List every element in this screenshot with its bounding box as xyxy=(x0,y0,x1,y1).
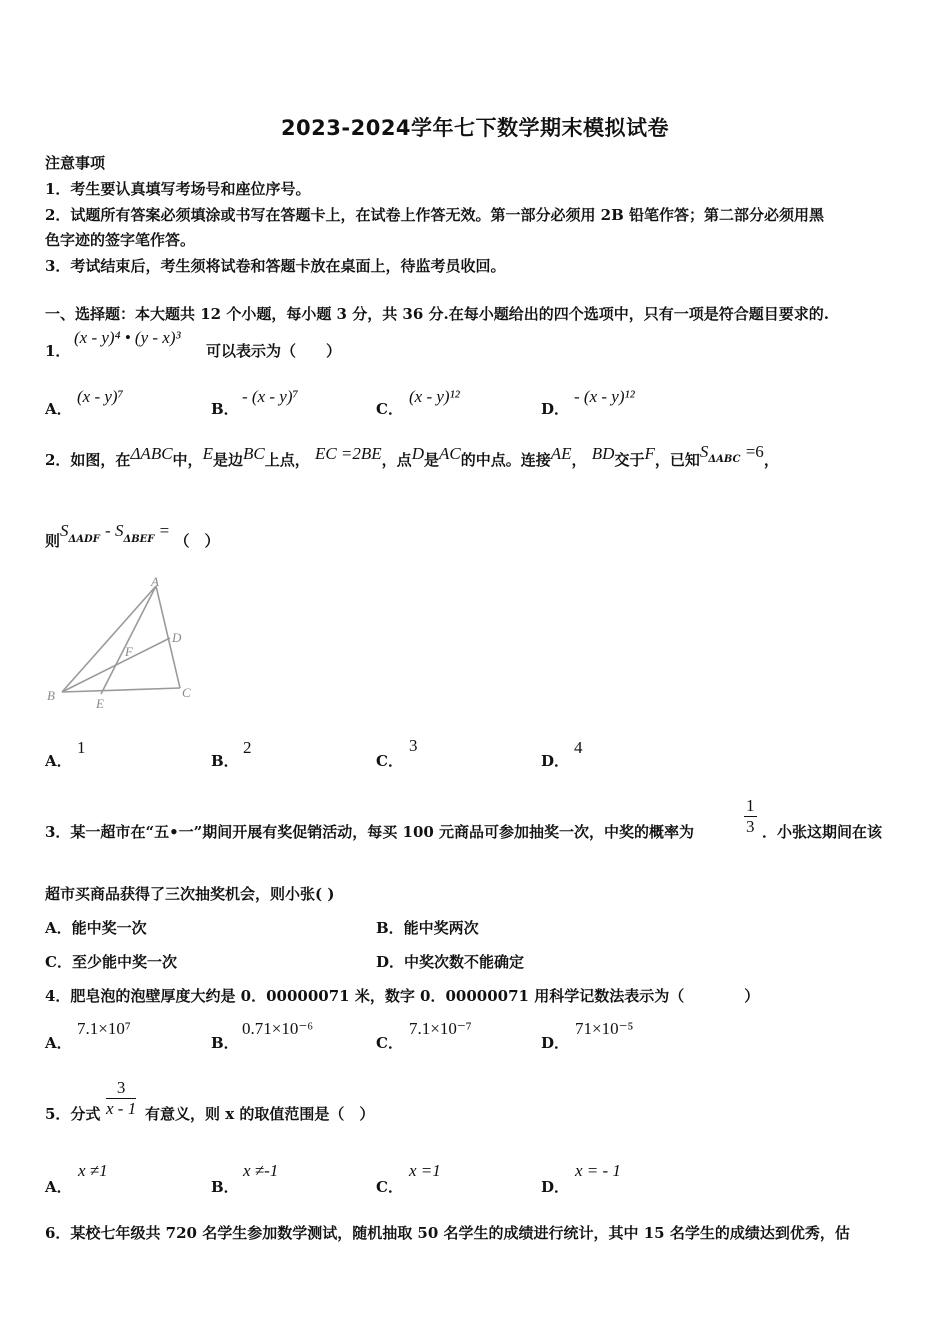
notice-item-1: 1．考生要认真填写考场号和座位序号。 xyxy=(45,180,311,198)
q2-triangle-figure xyxy=(42,572,202,712)
q2-segment-bc: BC xyxy=(242,444,265,463)
q6-text: 6．某校七年级共 720 名学生参加数学测试，随机抽取 50 名学生的成绩进行统计，其中 15 名学生的成绩达到优秀，估 xyxy=(45,1224,850,1242)
label-d: D xyxy=(172,630,182,645)
q2-point-f: F xyxy=(644,444,655,463)
q1-option-d-value: - (x - y)¹² xyxy=(574,387,635,406)
q2-line2-tail: （ ） xyxy=(174,532,220,550)
q2-text-d: 上点， xyxy=(264,451,310,469)
q2-text-c: 是边 xyxy=(212,451,243,469)
q2-text-b: 中， xyxy=(172,451,203,469)
q5-option-a-value: x ≠1 xyxy=(78,1161,108,1180)
q3-option-a: A．能中奖一次 xyxy=(45,919,147,937)
q5-option-c-value: x =1 xyxy=(409,1161,441,1180)
q4-option-d-label: D． xyxy=(541,1034,570,1052)
section-heading: 一、选择题：本大题共 12 个小题，每小题 3 分，共 36 分.在每小题给出的四个选项中，只有一项是符合题目要求的. xyxy=(45,305,829,323)
q3-probability-fraction xyxy=(744,796,757,837)
q2-line-2 xyxy=(45,521,220,551)
q2-option-d-value: 4 xyxy=(574,738,583,757)
q2-area-value: =6 xyxy=(745,442,764,461)
q5-option-d-value: x = - 1 xyxy=(575,1161,621,1180)
q2-text-a: 2．如图，在 xyxy=(45,451,131,469)
q2-point-d: D xyxy=(411,444,424,463)
q5-option-c-label: C． xyxy=(376,1178,403,1196)
q2-text-e: ，点 xyxy=(381,451,412,469)
q5-option-b-value: x ≠-1 xyxy=(243,1161,279,1180)
q4-option-c-label: C． xyxy=(376,1034,403,1052)
q2-option-c-value: 3 xyxy=(409,736,418,755)
q2-area-sub: ΔABC xyxy=(708,454,741,465)
edge-bc xyxy=(62,688,180,692)
q3-frac-den: 3 xyxy=(746,817,755,836)
q2-equals: = xyxy=(159,521,170,540)
q2-text-g: 的中点。连接 xyxy=(460,451,551,469)
q2-triangle-abc: ΔABC xyxy=(130,444,173,463)
q2-s-bef: - S xyxy=(105,521,124,540)
q2-line-1 xyxy=(45,442,779,470)
q2-option-c-label: C． xyxy=(376,752,403,770)
q4-option-a-label: A． xyxy=(45,1034,72,1052)
q1-option-a-value: (x - y)⁷ xyxy=(77,387,124,406)
label-b: B xyxy=(47,688,55,703)
q2-text-j: ，已知 xyxy=(654,451,700,469)
q2-area-symbol: S xyxy=(699,442,709,461)
notice-item-2-cont: 色字迹的签字笔作答。 xyxy=(45,231,196,249)
q5-frac-num: 3 xyxy=(106,1078,136,1099)
q3-option-b: B．能中奖两次 xyxy=(376,919,479,937)
q2-line2-pre: 则 xyxy=(45,532,61,550)
q2-ec-eq: EC =2BE xyxy=(314,444,382,463)
q5-option-a-label: A． xyxy=(45,1178,72,1196)
q3-text-1-tail: ．小张这期间在该 xyxy=(762,823,883,841)
q1-option-c-value: (x - y)¹² xyxy=(409,387,460,406)
q4-option-b-value: 0.71×10⁻⁶ xyxy=(242,1019,314,1038)
q2-s-bef-sub: ΔBEF xyxy=(123,534,155,545)
q1-option-a-label: A． xyxy=(45,400,72,418)
q2-option-b-label: B． xyxy=(211,752,239,770)
q4-option-c-value: 7.1×10⁻⁷ xyxy=(409,1019,472,1038)
q4-option-b-label: B． xyxy=(211,1034,239,1052)
segment-bd xyxy=(62,638,170,692)
q1-expression: (x - y)⁴ • (y - x)³ xyxy=(74,328,181,347)
label-f: F xyxy=(125,644,133,659)
q2-option-b-value: 2 xyxy=(243,738,252,757)
notice-heading: 注意事项 xyxy=(45,154,106,172)
q2-option-d-label: D． xyxy=(541,752,570,770)
q2-segment-bd: BD xyxy=(591,444,615,463)
edge-ba xyxy=(62,586,156,692)
q1-option-b-value: - (x - y)⁷ xyxy=(242,387,299,406)
q2-segment-ac: AC xyxy=(438,444,461,463)
q4-text: 4．肥皂泡的泡壁厚度大约是 0．00000071 米，数字 0．00000071 用科学记数法表示为（ ） xyxy=(45,987,760,1005)
q2-option-a-value: 1 xyxy=(77,738,86,757)
q5-tail: 有意义，则 x 的取值范围是（ ） xyxy=(145,1105,375,1123)
q3-frac-num: 1 xyxy=(746,796,755,815)
segment-ae xyxy=(101,586,156,694)
q3-option-c: C．至少能中奖一次 xyxy=(45,953,177,971)
q5-option-b-label: B． xyxy=(211,1178,239,1196)
q2-point-e: E xyxy=(202,444,213,463)
q3-text-2: 超市买商品获得了三次抽奖机会，则小张( ) xyxy=(45,885,335,903)
page-title: 2023-2024学年七下数学期末模拟试卷 xyxy=(280,116,670,140)
q1-question-tail: 可以表示为（ ） xyxy=(206,342,342,360)
label-e: E xyxy=(96,696,104,711)
q5-frac-den: x - 1 xyxy=(106,1099,137,1118)
q2-text-i: 交于 xyxy=(614,451,645,469)
q2-s-adf: S xyxy=(60,521,69,540)
q2-text-h: ， xyxy=(571,451,587,469)
label-a: A xyxy=(151,574,159,589)
q3-text-1: 3．某一超市在“五•一”期间开展有奖促销活动，每买 100 元商品可参加抽奖一次，中奖的概率为 xyxy=(45,823,695,841)
q5-pre: 5．分式 xyxy=(45,1105,101,1123)
q1-option-c-label: C． xyxy=(376,400,403,418)
notice-item-2: 2．试题所有答案必须填涂或书写在答题卡上，在试卷上作答无效。第一部分必须用 2B 铅笔作答；第二部分必须用黑 xyxy=(45,206,825,224)
q5-fraction xyxy=(106,1078,136,1119)
q3-option-d: D．中奖次数不能确定 xyxy=(376,953,525,971)
q2-text-k: ， xyxy=(763,451,779,469)
q2-option-a-label: A． xyxy=(45,752,72,770)
label-c: C xyxy=(182,685,191,700)
q1-number: 1． xyxy=(45,342,71,360)
q4-option-a-value: 7.1×10⁷ xyxy=(77,1019,131,1038)
q4-option-d-value: 71×10⁻⁵ xyxy=(575,1019,634,1038)
notice-item-3: 3．考试结束后，考生须将试卷和答题卡放在桌面上，待监考员收回。 xyxy=(45,257,506,275)
q2-text-f: 是 xyxy=(423,451,439,469)
q5-option-d-label: D． xyxy=(541,1178,570,1196)
q1-option-b-label: B． xyxy=(211,400,239,418)
q2-segment-ae: AE xyxy=(550,444,572,463)
q2-s-adf-sub: ΔADF xyxy=(68,534,100,545)
q1-option-d-label: D． xyxy=(541,400,570,418)
